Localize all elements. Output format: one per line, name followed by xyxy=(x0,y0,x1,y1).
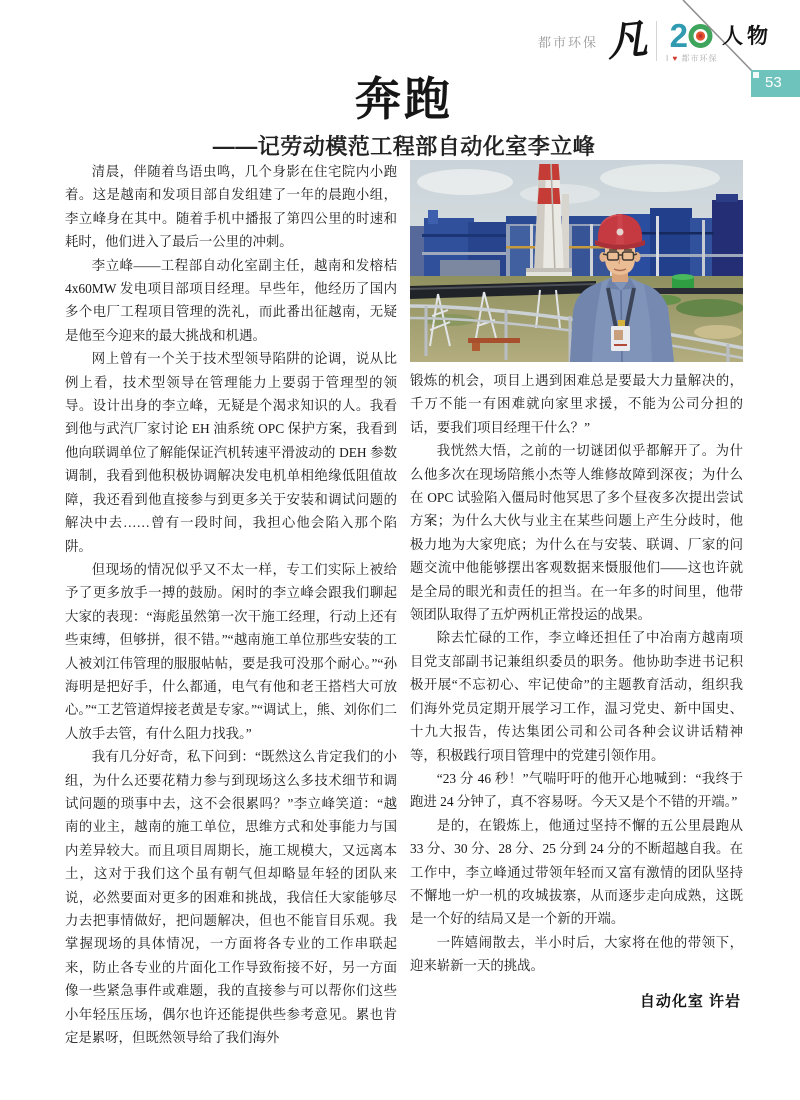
tagline-i: I xyxy=(666,53,670,63)
article-header xyxy=(65,74,743,161)
article-paragraph: 一阵嬉闹散去，半小时后，大家将在他的带领下，迎来崭新一天的挑战。 xyxy=(410,934,743,974)
anniversary-two-digit: 2 xyxy=(669,16,688,54)
article-paragraph: 李立峰——工程部自动化室副主任，越南和发榕桔4x60MW 发电项目部项目经理。早些年，他经历了国内多个电厂工程项目管理的洗礼，而此番出征越南，无疑是他至今迎来的最大挑战和机遇。 xyxy=(65,257,397,343)
article-paragraph: 清晨，伴随着鸟语虫鸣，几个身影在住宅院内小跑着。这是越南和发项目部自发组建了一年的晨跑小组，李立峰身在其中。随着手机中播报了第四公里的时速和耗时，他们进入了最后一公里的冲刺。 xyxy=(65,164,397,250)
article-paragraph: 锻炼的机会，项目上遇到困难总是要最大力量解决的，千万不能一有困难就向家里求援，不能为公司分担的话，要我们项目经理干什么？” xyxy=(410,373,743,435)
tagline-text: 都市环保 xyxy=(681,53,718,63)
article-paragraph: 网上曾有一个关于技术型领导陷阱的论调，说从比例上看，技术型领导在管理能力上要弱于管理型的领导。设计出身的李立峰，无疑是个渴求知识的人。我看到他与武汽厂家讨论 EH 油系统 OPC 保护方案，我看到他向联调单位了解能保证汽机转速平滑波动的 DEH 参数调制，我看到他积极协调解决发电机单相绝缘低阻值故障，我还看到他直接参与到更多关于安装和调试问题的解决中去……曾有一段时间，我担心他会陷入那个陷阱。 xyxy=(65,351,397,554)
page-number: 53 xyxy=(765,74,782,91)
brand-calligraphy-glyph: 凡 xyxy=(604,15,650,66)
site-portrait-photo xyxy=(410,160,743,362)
left-column xyxy=(65,160,397,1049)
article-paragraph: 我恍然大悟，之前的一切谜团似乎都解开了。为什么他多次在现场陪熊小杰等人维修故障到深夜；为什么在 OPC 试验陷入僵局时他冥思了多个昼夜多次提出尝试方案；为什么大伙与业主在某些问题上产生分歧时，他极力地为大家兜底；为什么在与安装、联调、厂家的问题交流中他能够摆出客观数据来慑服他们——这也许就是全局的眼光和责任的担当。在一年多的时间里，他带领团队取得了五炉两机正常投运的战果。 xyxy=(410,443,743,623)
heart-icon: ♥ xyxy=(672,53,679,63)
section-label: 人物 xyxy=(722,25,772,48)
article-title: 奔跑 xyxy=(355,73,453,125)
page-number-badge xyxy=(751,70,800,97)
article-byline: 自动化室 许岩 xyxy=(639,992,741,1010)
article-paragraph: 是的，在锻炼上，他通过坚持不懈的五公里晨跑从 33 分、30 分、28 分、25 分到 24 分的不断超越自我。在工作中，李立峰通过带领年轻而又富有激情的团队坚持不懈地一炉一机的攻城拔寨，从而逐步走向成熟，这既是一个好的结局又是一个新的开端。 xyxy=(410,817,743,927)
article-paragraph: 但现场的情况似乎又不太一样，专工们实际上被给予了更多放手一搏的鼓励。闲时的李立峰会跟我们聊起大家的表现：“海彪虽然第一次干施工经理，行动上还有些束缚，但够拼，很不错。”“越南施工单位那些安装的工人被刘江伟管理的服服帖帖，要是我可没那个耐心。”“孙海明是把好手，什么都通，电气有他和老王搭档大可放心。”“工艺管道焊接老黄是专家。”“调试上，熊、刘你们二人放手去管，有什么阻力找我。” xyxy=(65,561,397,741)
article-paragraph: 除去忙碌的工作，李立峰还担任了中冶南方越南项目党支部副书记兼组织委员的职务。他协助李进书记积极开展“不忘初心、牢记使命”的主题教育活动，组织我们海外党员定期开展学习工作，温习党史、新中国史、十九大报告，传达集团公司和公司各种会议讲话精神等，积极践行项目管理中的党建引领作用。 xyxy=(410,630,743,763)
right-column-paragraphs xyxy=(410,369,743,978)
badge-corner-square xyxy=(753,72,759,78)
article-paragraph: 我有几分好奇，私下问到：“既然这么肯定我们的小组，为什么还要花精力参与到现场这么多技术细节和调试问题的琐事中去，这不会很累吗？”李立峰笑道：“越南的业主，越南的施工单位，思维方式和处事能力与国内差异较大。而且项目周期长，施工规模大，又远离本土，这对于我们这个虽有朝气但却略显年轻的团队来说，必然要面对更多的困难和挑战，我信任大家能够尽力去把事情做好，把问题解决，但也不能盲目乐观。我掌握现场的具体情况，一方面将各专业的工作串联起来，防止各专业的片面化工作导致衔接不好，另一方面像一些紧急事件或难题，我的直接参与可以帮你们这些小年轻压压场，偶尔也许还能提供些参考意见。累也肯定是累呀，但既然领导给了我们海外 xyxy=(65,749,397,1046)
brand-divider xyxy=(656,21,657,61)
left-column-paragraphs xyxy=(65,160,397,1049)
article-paragraph: “23 分 46 秒！”气喘吁吁的他开心地喊到：“我终于跑进 24 分钟了，真不容易呀。今天又是个不错的开端。” xyxy=(410,770,743,810)
right-column xyxy=(410,160,743,1011)
brand-name-text: 都市环保 xyxy=(538,34,599,50)
article-subtitle: ——记劳动模范工程部自动化室李立峰 xyxy=(212,133,596,159)
